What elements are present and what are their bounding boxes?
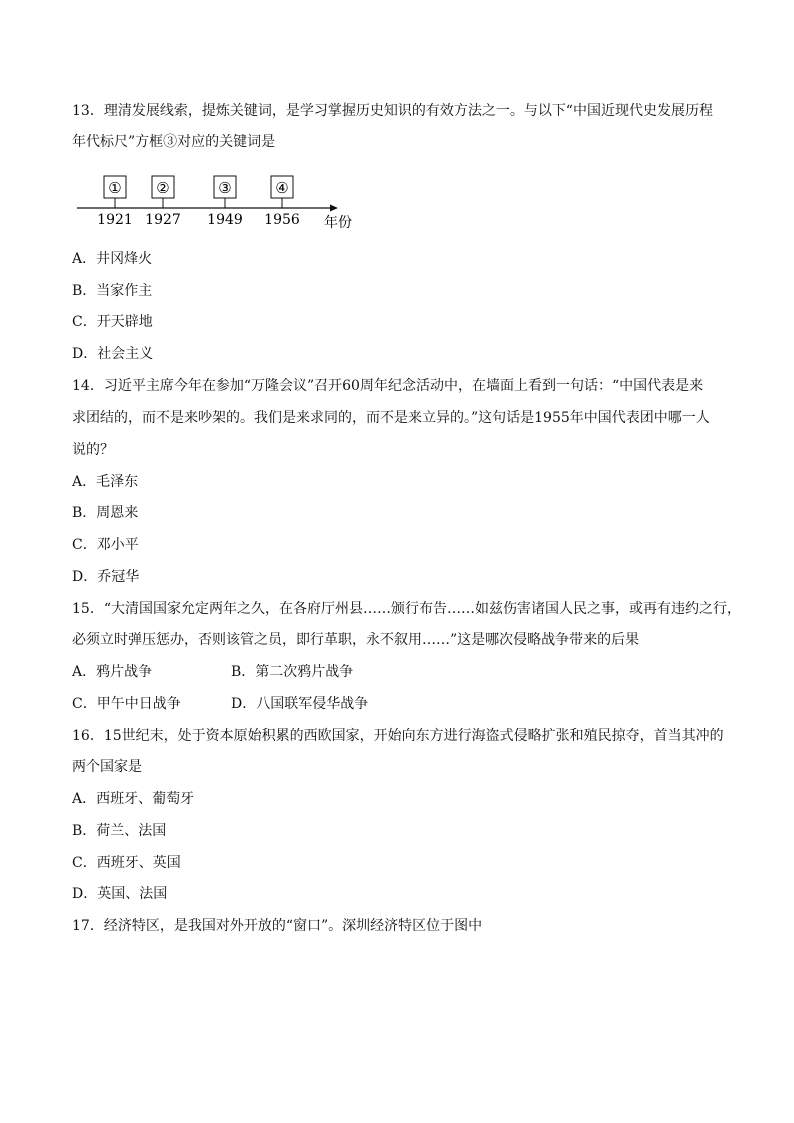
timeline-arrow-icon [330, 205, 338, 212]
timeline-year-4: 1956 [264, 212, 300, 228]
q13-option-b[interactable]: B．当家作主 [72, 283, 153, 299]
timeline-year-2: 1927 [145, 212, 181, 228]
timeline-marker-4 [264, 176, 300, 228]
timeline-marker-3 [207, 176, 243, 228]
q16-option-b[interactable]: B．荷兰、法国 [72, 823, 167, 839]
q16-stem-line2: 两个国家是 [72, 759, 142, 775]
q13-option-c[interactable]: C．开天辟地 [72, 314, 153, 330]
q17-stem-line1: 17．经济特区，是我国对外开放的“窗口”。深圳经济特区位于图中 [72, 918, 483, 934]
timeline-marker-2 [145, 176, 181, 228]
q16-option-a[interactable]: A．西班牙、葡萄牙 [72, 791, 195, 807]
q13-timeline-figure [72, 172, 372, 232]
q14-stem-line2: 求团结的，而不是来吵架的。我们是来求同的，而不是来立异的。”这句话是1955年中国代表团中哪一人 [72, 410, 710, 426]
q14-stem-line1: 14．习近平主席今年在参加“万隆会议”召开60周年纪念活动中，在墙面上看到一句话：“中国代表是来 [72, 378, 704, 394]
q15-options-row1 [72, 662, 353, 682]
q14-option-c[interactable]: C．邓小平 [72, 537, 139, 553]
q14-option-b[interactable]: B．周恩来 [72, 505, 139, 521]
q14-option-a[interactable]: A．毛泽东 [72, 474, 139, 490]
timeline-year-1: 1921 [97, 212, 133, 228]
q16-option-c[interactable]: C．西班牙、英国 [72, 855, 181, 871]
timeline-svg [72, 172, 372, 232]
q16-stem-line1: 16．15世纪末，处于资本原始积累的西欧国家，开始向东方进行海盗式侵略扩张和殖民掠夺，首当其冲的 [72, 728, 724, 744]
q13-stem-line1: 13．理清发展线索，提炼关键词，是学习掌握历史知识的有效方法之一。与以下“中国近现代史发展历程 [72, 103, 713, 119]
q15-options-row2 [72, 694, 368, 714]
q15-option-d[interactable]: D．八国联军侵华战争 [231, 696, 369, 712]
timeline-box-label-1: ① [108, 179, 122, 197]
q15-option-a[interactable]: A．鸦片战争 [72, 664, 153, 680]
q15-option-b[interactable]: B．第二次鸦片战争 [231, 664, 354, 680]
q14-option-d[interactable]: D．乔冠华 [72, 569, 140, 585]
timeline-axis-label: 年份 [324, 215, 352, 231]
timeline-year-3: 1949 [207, 212, 243, 228]
q13-option-d[interactable]: D．社会主义 [72, 346, 154, 362]
timeline-box-label-4: ④ [275, 179, 289, 197]
q13-stem-line2: 年代标尺”方框③对应的关键词是 [72, 134, 276, 150]
timeline-box-label-3: ③ [218, 179, 232, 197]
q13-option-a[interactable]: A．井冈烽火 [72, 251, 153, 267]
q15-option-c[interactable]: C．甲午中日战争 [72, 696, 181, 712]
timeline-marker-1 [97, 176, 133, 228]
timeline-box-label-2: ② [156, 179, 170, 197]
q14-stem-line3: 说的？ [72, 442, 114, 458]
q16-option-d[interactable]: D．英国、法国 [72, 886, 168, 902]
q15-stem-line2: 必须立时弹压惩办，否则该管之员，即行革职，永不叙用……”这是哪次侵略战争带来的后果 [72, 632, 640, 648]
q15-stem-line1: 15．“大清国国家允定两年之久，在各府厅州县……颁行布告……如兹伤害诸国人民之事，或再有违约之行， [72, 601, 741, 617]
